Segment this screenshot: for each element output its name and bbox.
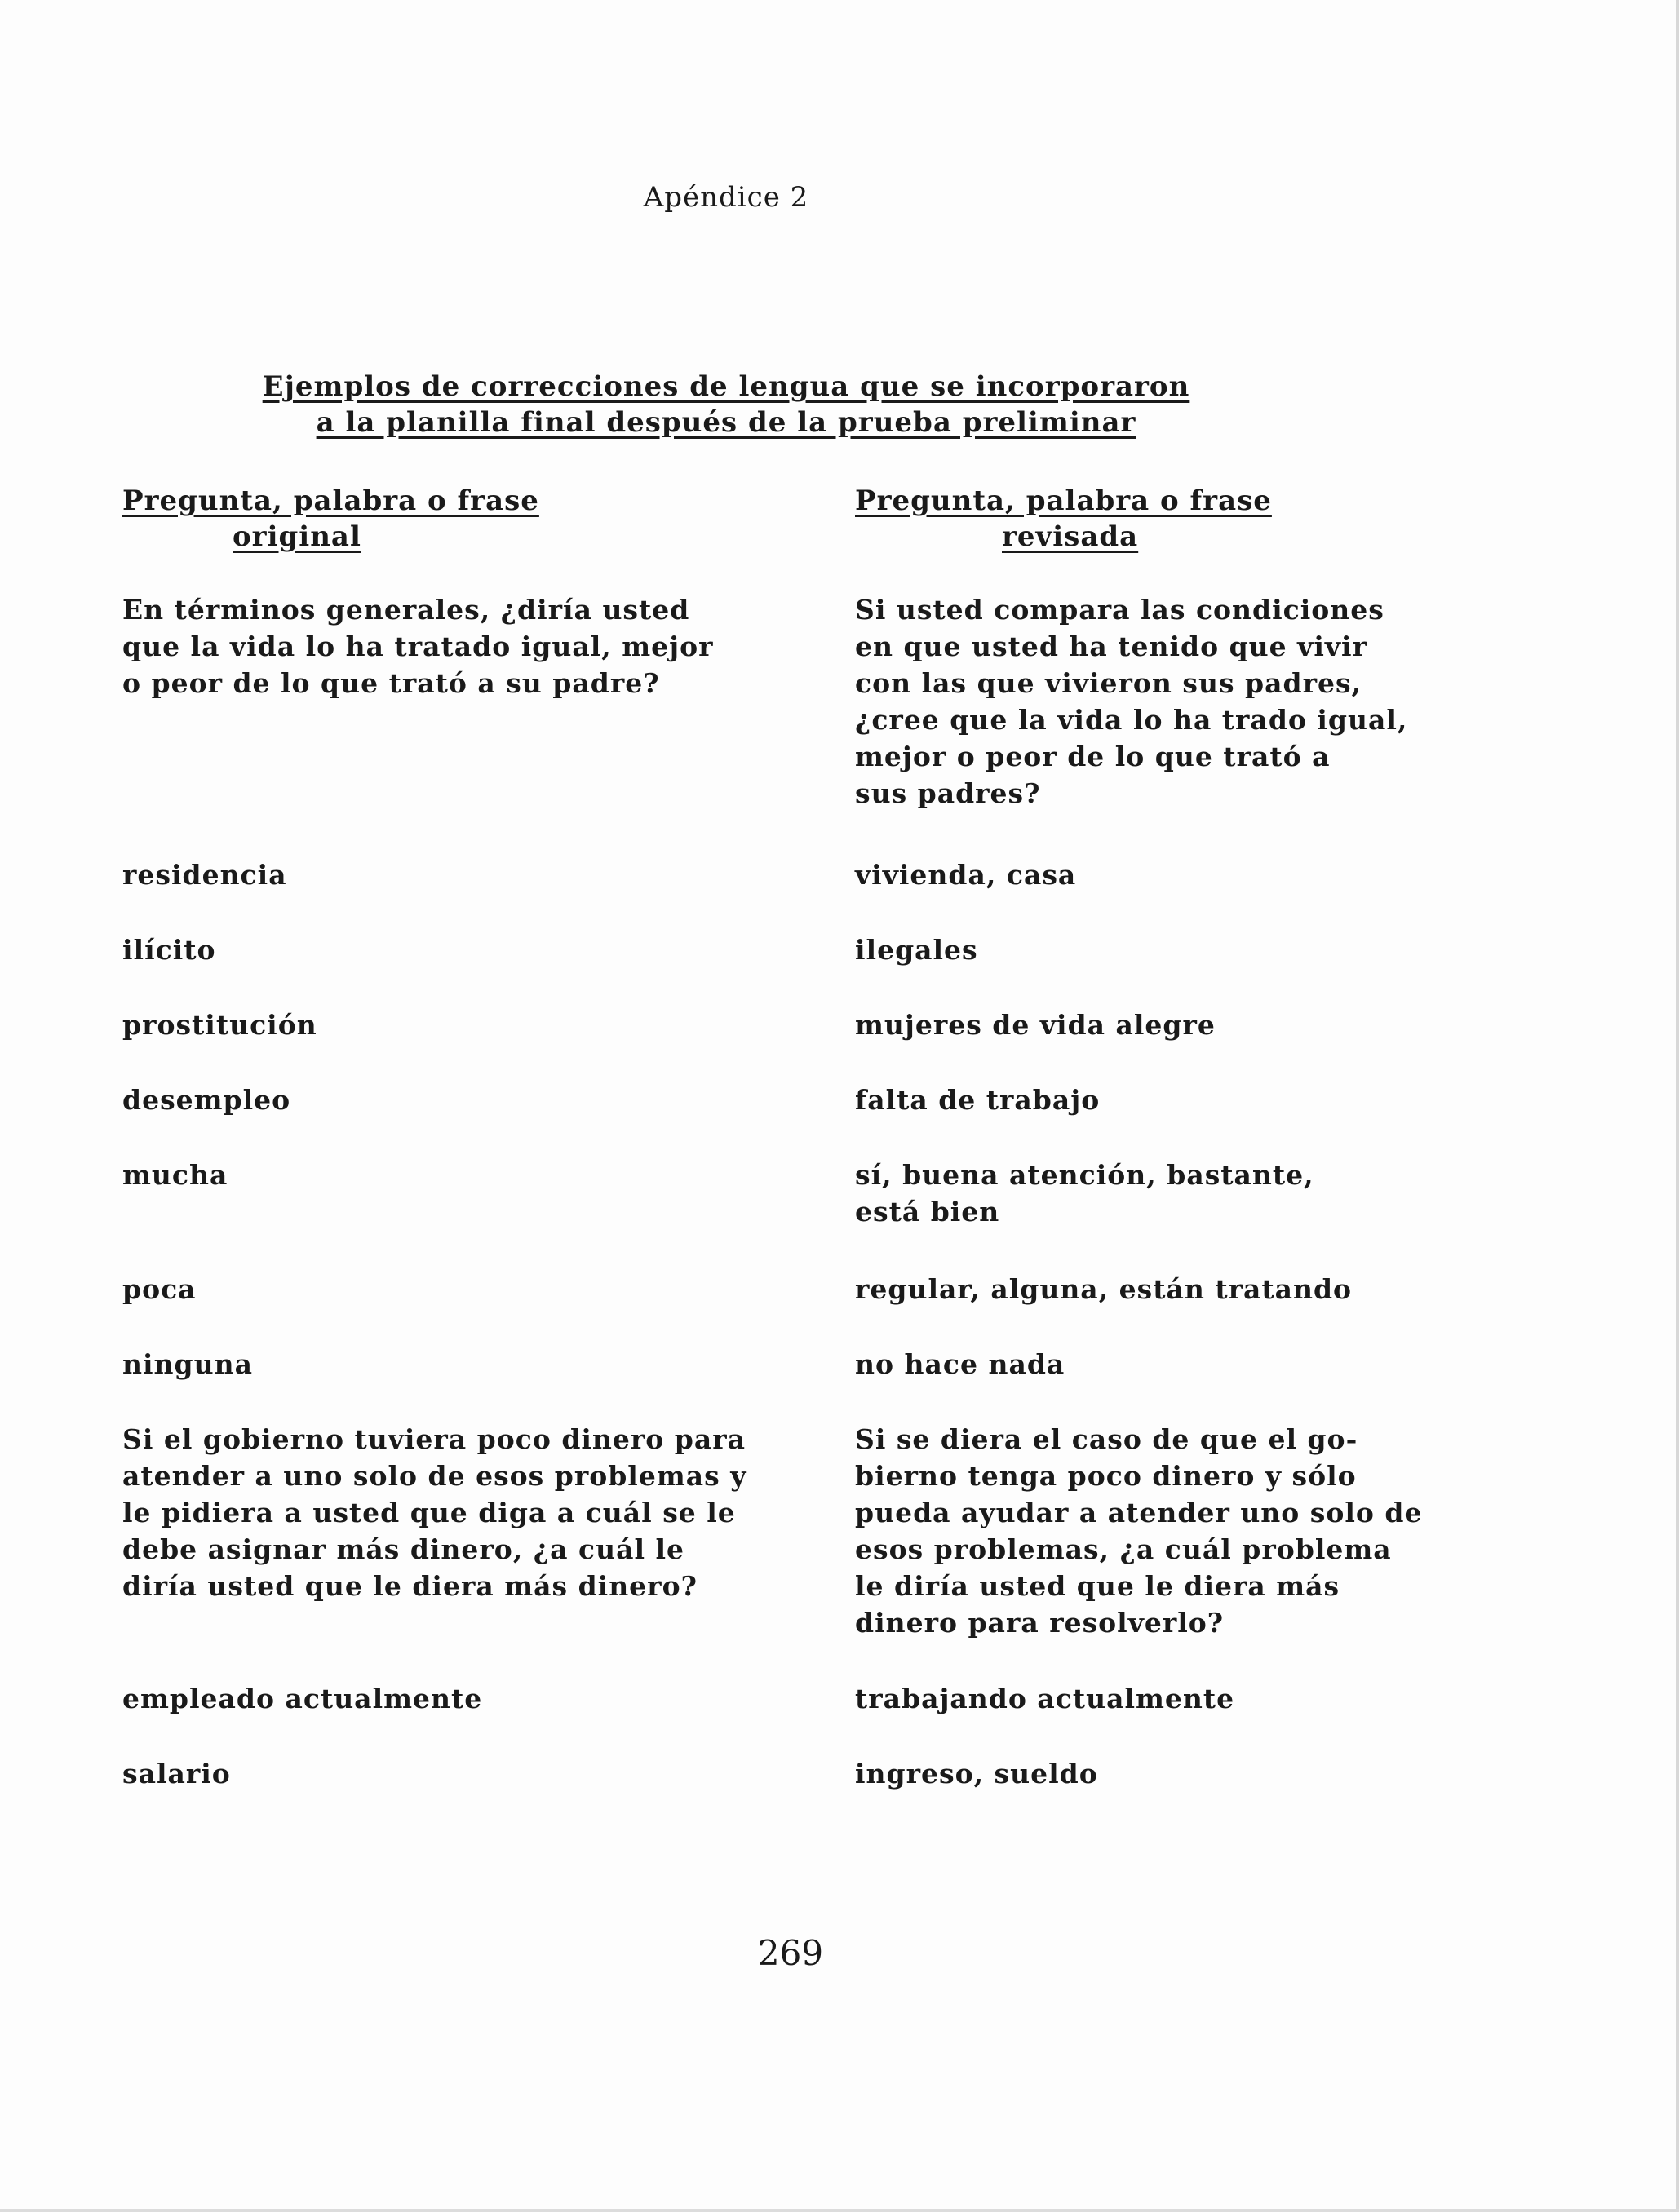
revised-entry: ilegales xyxy=(855,934,978,966)
revised-entry: vivienda, casa xyxy=(855,859,1077,891)
revised-entry: Si usted compara las condiciones en que usted ha tenido que vivir con las que vivieron sus padres, ¿cree que la vida lo ha trado igual, mejor o peor de lo que trató a sus padres? xyxy=(855,594,1408,809)
original-entry: ninguna xyxy=(122,1348,253,1380)
original-entry: mucha xyxy=(122,1159,228,1191)
original-entry: En términos generales, ¿diría usted que la vida lo ha tratado igual, mejor o peor de lo que trató a su padre? xyxy=(122,594,714,699)
original-entry: desempleo xyxy=(122,1084,291,1116)
page-edge-right xyxy=(1676,0,1679,2212)
revised-entry: trabajando actualmente xyxy=(855,1683,1235,1714)
revised-entry: no hace nada xyxy=(855,1348,1065,1380)
original-entry: empleado actualmente xyxy=(122,1683,483,1714)
revised-entry: falta de trabajo xyxy=(855,1084,1101,1116)
column-header-revised-line-2: revisada xyxy=(1002,520,1139,553)
revised-entry: ingreso, sueldo xyxy=(855,1758,1098,1790)
appendix-title: Apéndice 2 xyxy=(643,181,809,214)
page-edge-bottom xyxy=(0,2209,1679,2212)
original-entry: Si el gobierno tuviera poco dinero para atender a uno solo de esos problemas y le pidiera a usted que diga a cuál se le debe asignar más dinero, ¿a cuál le diría usted que le diera más dinero? xyxy=(122,1423,747,1602)
column-header-original-line-2: original xyxy=(233,520,361,553)
revised-entry: mujeres de vida alegre xyxy=(855,1009,1216,1041)
column-header-revised-line-1: Pregunta, palabra o frase xyxy=(855,484,1272,517)
column-header-original xyxy=(122,483,539,555)
page-number xyxy=(0,1933,1679,1973)
column-header-revised xyxy=(855,483,1272,555)
original-entry: ilícito xyxy=(122,934,216,966)
page-number-text: 269 xyxy=(757,1933,824,1973)
revised-entry: Si se diera el caso de que el go- bierno tenga poco dinero y sólo pueda ayudar a atender uno solo de esos problemas, ¿a cuál problema le diría usted que le diera más dinero para resolverlo? xyxy=(855,1423,1423,1639)
original-entry: salario xyxy=(122,1758,231,1790)
heading-line-2: a la planilla final después de la prueba preliminar xyxy=(316,406,1136,439)
original-entry: residencia xyxy=(122,859,287,891)
original-entry: prostitución xyxy=(122,1009,317,1041)
heading-line-1: Ejemplos de correcciones de lengua que se incorporaron xyxy=(262,370,1190,403)
original-entry: poca xyxy=(122,1273,197,1305)
revised-entry: sí, buena atención, bastante, está bien xyxy=(855,1159,1314,1228)
section-heading xyxy=(147,369,1305,440)
revised-entry: regular, alguna, están tratando xyxy=(855,1273,1353,1305)
column-header-original-line-1: Pregunta, palabra o frase xyxy=(122,484,539,517)
